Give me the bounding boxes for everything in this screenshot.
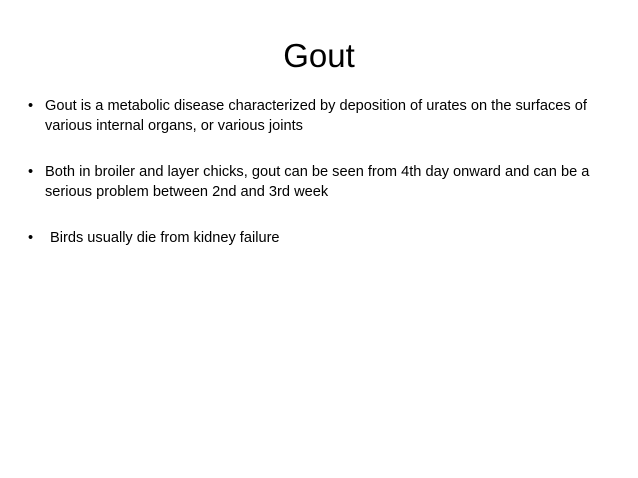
bullet-dot-icon: • [28, 164, 34, 180]
bullet-text: Birds usually die from kidney failure [50, 230, 280, 246]
bullet-item [28, 228, 620, 248]
bullet-text: Both in broiler and layer chicks, gout can be seen from 4th day onward and can be a serious problem between 2nd and 3rd week [45, 164, 590, 200]
bullet-dot-icon: • [28, 98, 34, 114]
bullet-item [28, 96, 620, 136]
bullet-dot-icon: • [28, 230, 34, 246]
bullet-item [28, 162, 620, 202]
bullet-text: Gout is a metabolic disease characterized by deposition of urates on the surfaces of various internal organs, or various joints [45, 98, 587, 134]
bullet-list [28, 96, 620, 274]
slide-title: Gout [283, 37, 355, 74]
